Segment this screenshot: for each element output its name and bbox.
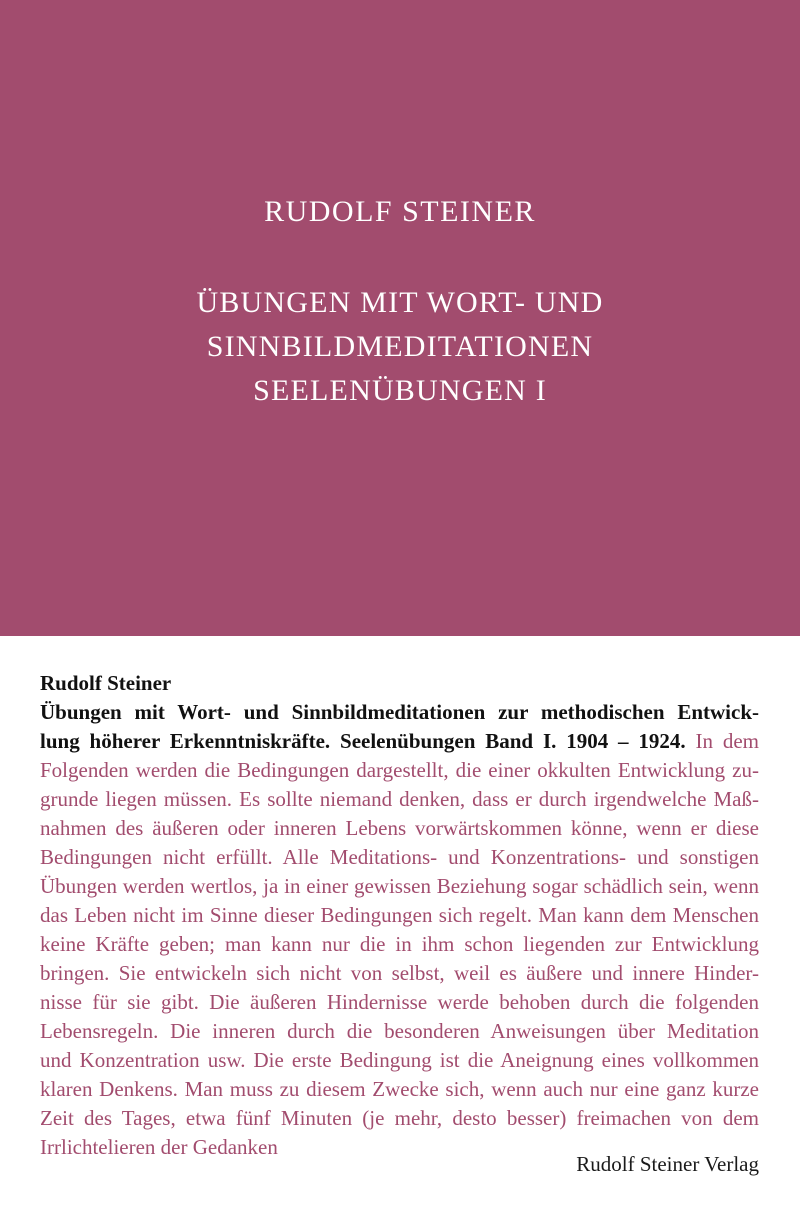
blurb-text-line: nisse für sie gibt. Die äußeren Hindernisse werde behoben durch die folgenden — [40, 990, 759, 1014]
blurb-text-line: Übungen werden wertlos, ja in einer gewissen Beziehung sogar schädlich sein, wenn — [40, 874, 759, 898]
blurb-text-line: und Konzentration usw. Die erste Bedingung ist die Aneignung eines vollkommen — [40, 1048, 759, 1072]
cover-title-line: SEELENÜBUNGEN I — [253, 374, 547, 407]
blurb-text-line: keine Kräfte geben; man kann nur die in ihm schon liegenden zur Entwicklung — [40, 932, 759, 956]
blurb-title-line: Übungen mit Wort- und Sinnbildmeditationen zur methodischen Entwick- — [40, 700, 759, 724]
publisher-name: Rudolf Steiner Verlag — [576, 1152, 759, 1176]
cover-author: RUDOLF STEINER — [264, 195, 536, 228]
cover-title-line: SINNBILDMEDITATIONEN — [206, 330, 594, 363]
blurb-title-line: lung höherer Erkenntniskräfte. Seelenübungen Band I. 1904 – 1924. — [40, 729, 686, 753]
blurb-text-line: grunde liegen müssen. Es sollte niemand denken, dass er durch irgendwelche Maß- — [40, 787, 759, 811]
blurb-text-start: In dem — [695, 729, 759, 753]
blurb-text-line: bringen. Sie entwickeln sich nicht von selbst, weil es äußere und innere Hinder- — [40, 961, 759, 985]
blurb-text-line: Zeit des Tages, etwa fünf Minuten (je mehr, desto besser) freimachen von dem — [40, 1106, 759, 1130]
blurb-text-line: Irrlichtelieren der Gedanken — [40, 1135, 278, 1159]
blurb-text-line: Bedingungen nicht erfüllt. Alle Meditations- und Konzentrations- und sonstigen — [40, 845, 759, 869]
blurb-author: Rudolf Steiner — [40, 671, 172, 695]
cover-title-line: ÜBUNGEN MIT WORT- UND — [196, 286, 604, 319]
blurb-text-line: Folgenden werden die Bedingungen dargestellt, die einer okkulten Entwicklung zu- — [40, 758, 759, 782]
cover-title — [0, 281, 800, 413]
blurb-text-line: klaren Denkens. Man muss zu diesem Zwecke sich, wenn auch nur eine ganz kurze — [40, 1077, 759, 1101]
blurb-text-line: Lebensregeln. Die inneren durch die besonderen Anweisungen über Meditation — [40, 1019, 759, 1043]
blurb-text-line: nahmen des äußeren oder inneren Lebens vorwärtskommen könne, wenn er diese — [40, 816, 759, 840]
blurb-text-line: das Leben nicht im Sinne dieser Bedingungen sich regelt. Man kann dem Menschen — [40, 903, 759, 927]
blurb-text-block — [40, 669, 759, 1162]
blurb-title-line-with-text-start — [40, 727, 759, 756]
